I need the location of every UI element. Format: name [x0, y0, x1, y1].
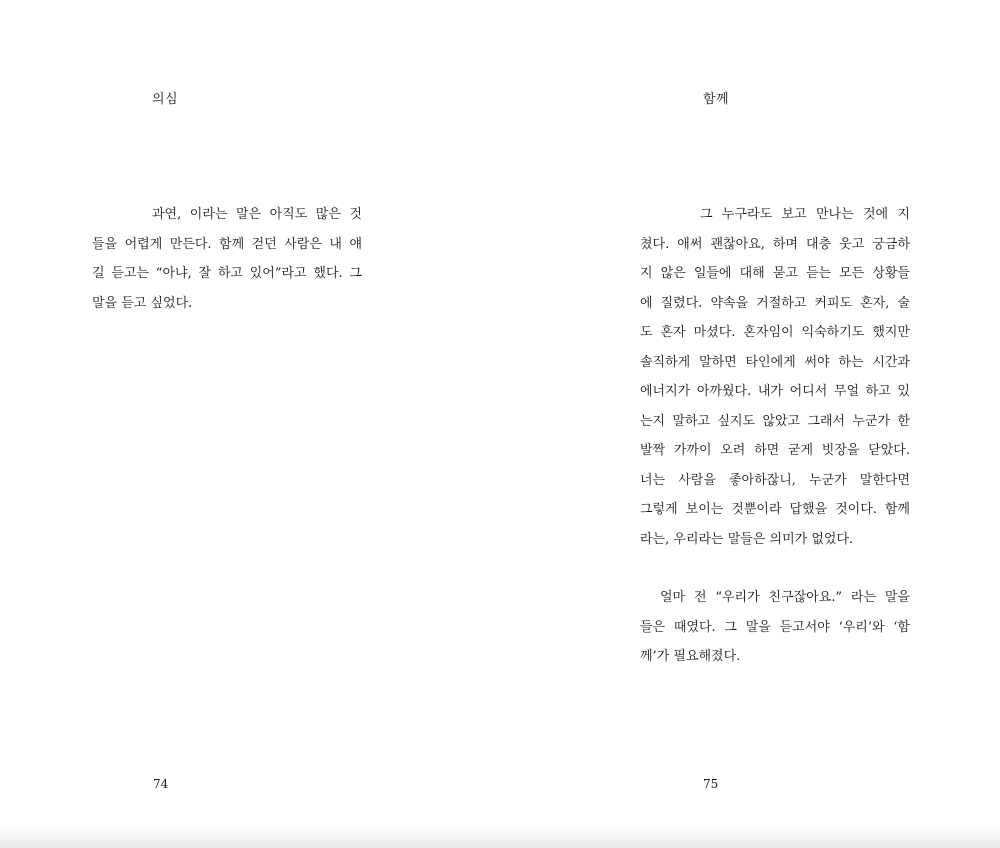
text-line: 들을 어렵게 만든다. 함께 걷던 사람은 내 얘 [92, 236, 362, 252]
right-page [500, 0, 1000, 830]
text-line: 에너지가 아까웠다. 내가 어디서 무얼 하고 있 [640, 384, 910, 399]
body-text [640, 200, 910, 672]
text-line: 너는 사람을 좋아하잖니, 누군가 말한다면 [640, 472, 910, 488]
text-line: 그 누구라도 보고 만나는 것에 지 [700, 207, 910, 222]
body-text [92, 200, 362, 318]
text-line: 들은 때였다. 그 말을 듣고서야 ‘우리’와 ‘함 [640, 619, 910, 635]
text-line: 께’가 필요해졌다. [640, 649, 741, 664]
running-head: 함께 [703, 92, 730, 107]
text-line: 말을 듣고 싶었다. [92, 295, 193, 311]
page-number: 74 [153, 777, 169, 791]
bottom-shadow [0, 826, 1000, 848]
page-number: 75 [703, 777, 719, 791]
text-line: 쳤다. 애써 괜찮아요, 하며 대충 웃고 궁금하 [640, 236, 910, 252]
text-line: 는지 말하고 싶지도 않았고 그래서 누군가 한 [640, 413, 910, 429]
text-line: 솔직하게 말하면 타인에게 써야 하는 시간과 [640, 354, 910, 370]
text-line: 과연, 이라는 말은 아직도 많은 것 [152, 207, 362, 222]
left-page [0, 0, 500, 830]
text-line: 라는, 우리라는 말들은 의미가 없었다. [640, 531, 854, 547]
running-head: 의심 [152, 92, 179, 107]
text-line: 그렇게 보이는 것뿐이라 답했을 것이다. 함께 [640, 502, 910, 517]
text-line: 도 혼자 마셨다. 혼자임이 익숙하기도 했지만 [640, 325, 910, 340]
text-line: 지 않은 일들에 대해 묻고 듣는 모든 상황들 [640, 266, 910, 281]
text-line: 길 듣고는 “아냐, 잘 하고 있어”라고 했다. 그 [92, 266, 362, 281]
paragraph-gap [640, 554, 910, 583]
text-line: 얼마 전 “우리가 친구잖아요.” 라는 말을 [660, 590, 910, 605]
text-line: 발짝 가까이 오려 하면 굳게 빗장을 닫았다. [640, 443, 910, 458]
text-line: 에 질렸다. 약속을 거절하고 커피도 혼자, 술 [640, 295, 910, 311]
